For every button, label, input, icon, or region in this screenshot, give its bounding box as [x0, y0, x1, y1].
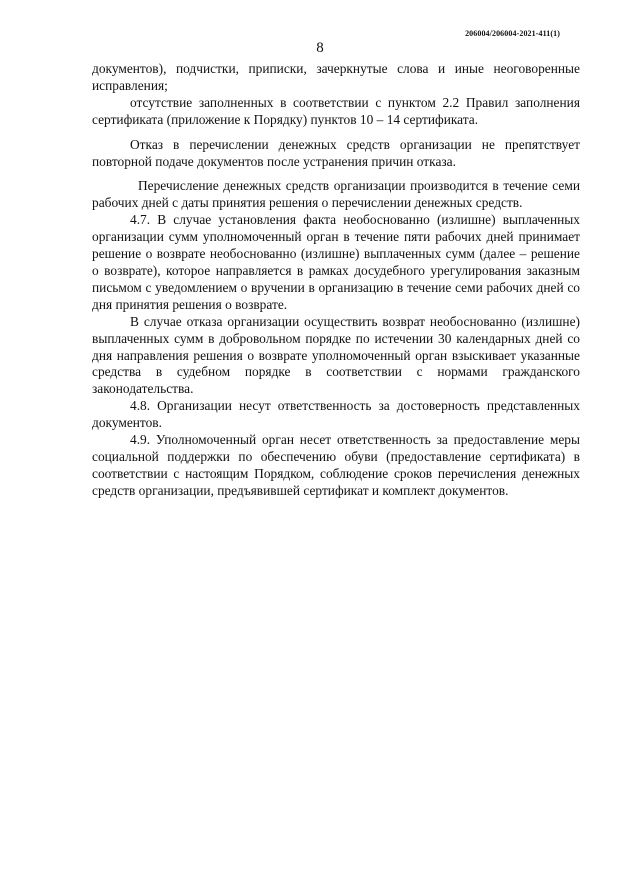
paragraph: документов), подчистки, приписки, зачеркнутые слова и иные неоговоренные исправления; — [92, 61, 580, 93]
document-body — [92, 61, 580, 500]
page-number: 8 — [316, 40, 324, 56]
paragraph: Перечисление денежных средств организации производится в течение семи рабочих дней с даты принятия решения о перечислении денежных средств. — [92, 178, 580, 211]
paragraph: Отказ в перечислении денежных средств организации не препятствует повторной подаче документов после устранения причин отказа. — [92, 136, 580, 169]
paragraph: В случае отказа организации осуществить возврат необоснованно (излишне) выплаченных сумм в добровольном порядке по истечении 30 календарных дней со дня направления решения о возврате уполномоченный орган взыскивает указанные средства в судебном порядке в соответствии с нормами гражданского законодательства. — [92, 313, 580, 397]
paragraph: 4.7. В случае установления факта необоснованно (излишне) выплаченных организации сумм уполномоченный орган в течение пяти рабочих дней принимает решение о возврате необоснованно (излишне) выплаченных сумм (далее – решение о возврате), которое направляется в рамках досудебного урегулирования заказным письмом с уведомлением о вручении в организацию в течение семи рабочих дней со дня принятия решения о возврате. — [92, 212, 580, 312]
paragraph: 4.9. Уполномоченный орган несет ответственность за предоставление меры социальной поддержки по обеспечению обуви (предоставление сертификата) в соответствии с настоящим Порядком, соблюдение сроков перечисления денежных средств организации, предъявившей сертификат и комплект документов. — [92, 432, 580, 498]
paragraph: отсутствие заполненных в соответствии с пунктом 2.2 Правил заполнения сертификата (приложение к Порядку) пунктов 10 – 14 сертификата. — [92, 94, 580, 127]
document-id: 206004/206004-2021-411(1) — [465, 29, 560, 38]
paragraph: 4.8. Организации несут ответственность за достоверность представленных документов. — [92, 398, 580, 431]
